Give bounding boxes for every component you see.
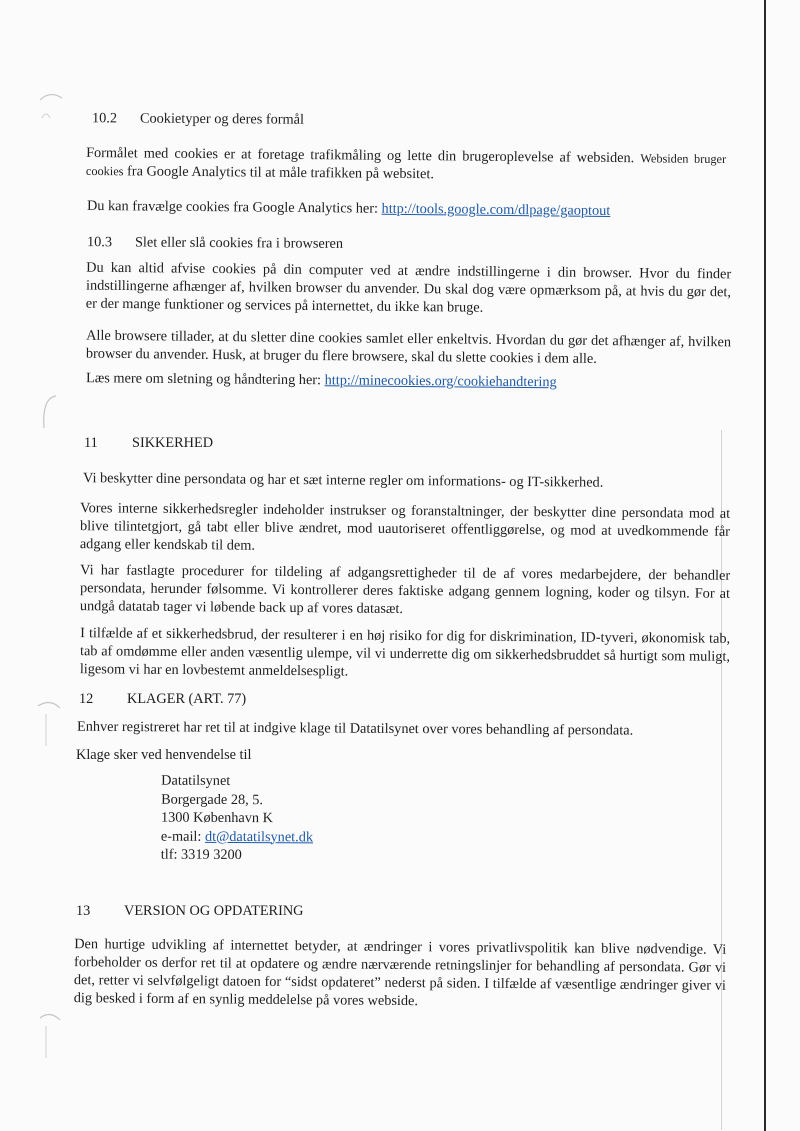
section-number: 10.2 xyxy=(91,110,118,127)
email-label: e-mail: xyxy=(160,828,202,845)
paragraph-small-text: Websiden bruger cookies xyxy=(85,151,727,179)
paragraph xyxy=(80,624,730,684)
paragraph-text: Vi beskytter dine persondata og har et sæt interne regler om informations- og IT-sikkerhed. xyxy=(82,470,604,491)
paragraph xyxy=(86,369,731,393)
paragraph xyxy=(80,499,730,559)
paragraph-text: Læs mere om sletning og håndtering her: xyxy=(85,370,322,389)
paragraph-text: Vores interne sikkerhedsregler indeholder instrukser og foranstaltninger, der beskytter dine persondata mod at blive tilintetgjort, gå tabt eller blive ændret, mod uautoriseret offentliggørelse, og mod at uvedkommende får adgang eller kendskab til dem. xyxy=(79,500,731,554)
section-heading-11 xyxy=(84,434,213,452)
section-title: VERSION OG OPDATERING xyxy=(124,903,304,919)
paragraph-text: Du kan altid afvise cookies på din computer ved at ændre indstillingerne i din browser. Hvor du finder indstillingerne afhænger af, hvilken browser du anvender. Du skal dog være opmærksom på, at hvis du gør det, er der mange funktioner og services på internettet, du ikke kan bruge. xyxy=(85,259,732,316)
punch-hole-mark xyxy=(36,1010,66,1060)
paragraph-text: Den hurtige udvikling af internettet betyder, at ændringer i vores privatlivspolitik kan blive nødvendige. Vi forbeholder os derfor ret til at opdatere og ændre nærværende retningslinjer for behandling af persondata. Gør vi det, retter vi selvfølgeligt datoen for “sidst opdateret” nederst på siden. I tilfælde af væsentlige ændringer giver vi dig besked i form af en synlig meddelelse på vores webside. xyxy=(73,936,727,1010)
paragraph xyxy=(74,935,727,1013)
section-number: 13 xyxy=(76,903,91,919)
section-heading-10-2 xyxy=(92,109,304,128)
paragraph xyxy=(83,469,733,493)
punch-hole-mark xyxy=(36,88,66,128)
paragraph-text: Alle browsere tillader, at du sletter dine cookies samlet eller enkeltvis. Hvordan du gør det afhænger af, hvilken browser du anvender. Husk, at bruger du flere browsere, skal du slette cookies i dem alle. xyxy=(85,327,732,367)
paragraph xyxy=(77,718,727,741)
address-block xyxy=(161,772,314,865)
punch-hole-mark xyxy=(36,700,66,750)
section-number: 10.3 xyxy=(86,234,113,251)
address-phone: tlf: 3319 3200 xyxy=(160,846,242,864)
page-edge-shadow xyxy=(764,0,766,1131)
google-optout-link[interactable]: http://tools.google.com/dlpage/gaoptout xyxy=(381,200,611,219)
punch-hole-mark xyxy=(36,392,66,432)
paragraph-text: Formålet med cookies er at foretage trafikmåling og lette din brugeroplevelse af websiden. xyxy=(86,144,635,167)
paragraph-text: fra Google Analytics til at måle trafikken på websitet. xyxy=(127,163,435,183)
paragraph-text: I tilfælde af et sikkerhedsbrud, der resulterer i en høj risiko for dig for diskrimination, ID-tyveri, økonomisk tab, tab af omdømme eller anden væsentlig ulempe, vil vi underrette dig om sikkerhedsbruddet så hurtigt som muligt, ligesom vi har en lovbestemt anmeldelsespligt. xyxy=(79,625,731,680)
address-name: Datatilsynet xyxy=(161,772,231,789)
address-email-line xyxy=(161,827,313,846)
minecookies-link[interactable]: http://minecookies.org/cookiehandtering xyxy=(324,372,557,391)
section-title: Slet eller slå cookies fra i browseren xyxy=(134,234,344,252)
paragraph xyxy=(80,561,730,621)
paragraph-text: Enhver registreret har ret til at indgive klage til Datatilsynet over vores behandling af persondata. xyxy=(76,718,634,739)
address-street: Borgergade 28, 5. xyxy=(161,791,264,808)
section-heading-10-3 xyxy=(87,233,343,253)
paragraph xyxy=(76,746,726,764)
paragraph xyxy=(87,197,727,221)
section-heading-12 xyxy=(79,690,246,708)
email-link[interactable]: dt@datatilsynet.dk xyxy=(204,828,314,845)
section-heading-13 xyxy=(76,902,304,920)
paragraph xyxy=(86,144,726,186)
paragraph xyxy=(86,327,731,370)
section-number: 11 xyxy=(84,435,98,451)
section-number: 12 xyxy=(79,691,94,707)
section-title: KLAGER (ART. 77) xyxy=(127,691,247,707)
section-title: Cookietyper og deres formål xyxy=(139,110,305,128)
paragraph-text: Klage sker ved henvendelse til xyxy=(76,747,252,763)
address-city: 1300 København K xyxy=(160,809,274,827)
paragraph-text: Vi har fastlagte procedurer for tildeling af adgangsrettigheder til de af vores medarbejdere, der behandler persondata, herunder følsomme. Vi kontrollerer deres faktiske adgang gennem logning, koder og tilsyn. For at undgå datatab tager vi løbende back up af vores datasæt. xyxy=(79,562,731,617)
paragraph-text: Du kan fravælge cookies fra Google Analytics her: xyxy=(86,197,379,217)
section-title: SIKKERHED xyxy=(132,435,214,451)
paragraph xyxy=(86,259,732,320)
